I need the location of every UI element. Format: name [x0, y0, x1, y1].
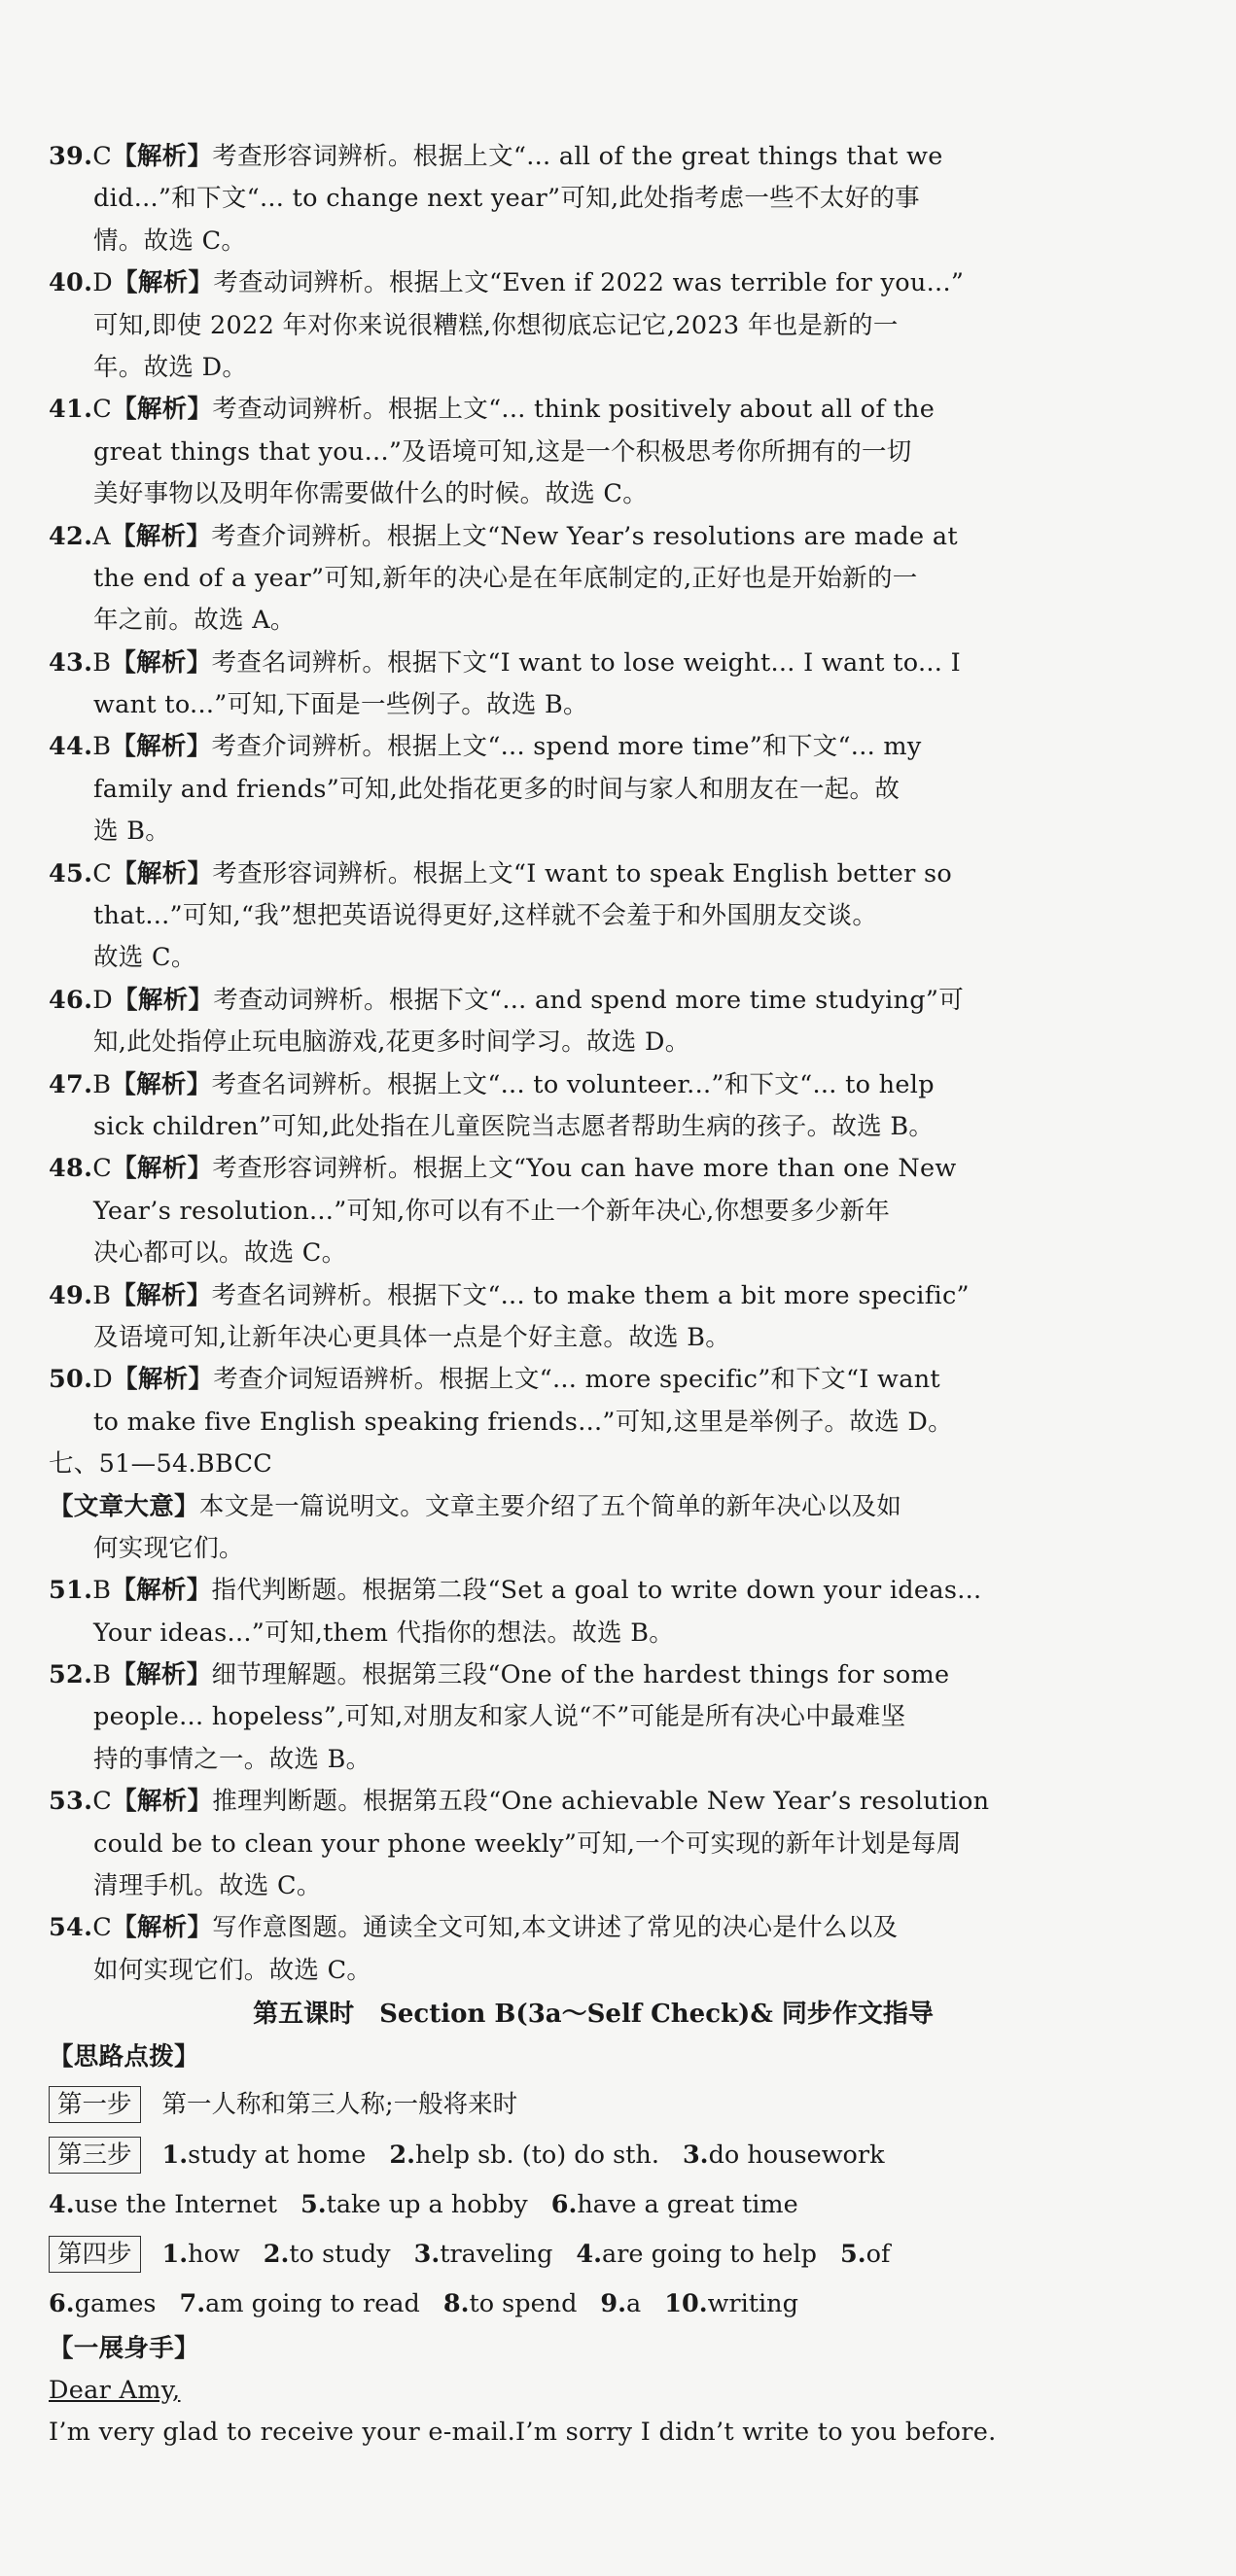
line-text: 推理判断题。根据第五段“One achievable New Year’s resolution — [212, 1787, 990, 1817]
line-text: 如何实现它们。故选 C。 — [93, 1955, 372, 1985]
question-number: 51. — [49, 1576, 93, 1606]
item-text: do housework — [708, 2140, 885, 2170]
text-line — [49, 347, 1138, 389]
step-item — [664, 2289, 798, 2318]
step-item — [49, 2289, 157, 2318]
line-text: 细节理解题。根据第三段“One of the hardest things for some — [211, 1660, 950, 1690]
item-number: 4. — [49, 2189, 75, 2219]
item-number: 9. — [600, 2288, 627, 2318]
item-text: study at home — [188, 2140, 367, 2170]
analysis-tag: 【文章大意】 — [49, 1491, 199, 1521]
line-text: 决心都可以。故选 C。 — [93, 1238, 347, 1269]
line-text: great things that you...”及语境可知,这是一个积极思考你所拥有的一切 — [93, 436, 912, 467]
analysis-tag: 【解析】 — [111, 1660, 212, 1690]
item-number: 1. — [161, 2239, 189, 2269]
step-item — [576, 2240, 817, 2269]
line-text: 写作意图题。通读全文可知,本文讲述了常见的决心是什么以及 — [212, 1913, 899, 1943]
step-item — [162, 2240, 240, 2269]
item-text: writing — [707, 2288, 798, 2318]
step-item — [49, 2190, 277, 2219]
item-text: are going to help — [602, 2239, 818, 2269]
line-text: 及语境可知,让新年决心更具体一点是个好主意。故选 B。 — [93, 1322, 731, 1352]
item-number: 6. — [49, 2288, 75, 2318]
answer-letter: B — [92, 1280, 112, 1310]
analysis-tag: 【解析】 — [112, 1913, 213, 1943]
line-text: to make five English speaking friends...”可知,这里是举例子。故选 D。 — [93, 1407, 953, 1437]
answer-letter: D — [92, 1365, 114, 1395]
answer-letter: B — [92, 1660, 112, 1690]
analysis-tag: 【解析】 — [112, 142, 213, 171]
line-text: 考查形容词辨析。根据上文“You can have more than one New — [212, 1154, 957, 1184]
line-text: 考查介词辨析。根据上文“New Year’s resolutions are made at — [211, 521, 958, 551]
section-heading: 第五课时 Section B(3a～Self Check)& 同步作文指导 — [253, 2000, 934, 2030]
text-line — [49, 937, 1138, 979]
subheading-thinking: 【思路点拨】 — [49, 2042, 199, 2072]
step-item — [683, 2141, 885, 2170]
item-number: 3. — [413, 2239, 441, 2269]
text-line — [49, 389, 1138, 431]
text-line — [49, 853, 1138, 895]
text-line — [49, 1613, 1138, 1654]
text-line — [49, 1106, 1138, 1148]
answer-letter: C — [92, 1787, 113, 1817]
question-number: 49. — [49, 1280, 93, 1310]
question-number: 48. — [49, 1154, 93, 1184]
item-number: 6. — [550, 2189, 578, 2219]
text-line — [49, 1444, 1138, 1485]
line-text: 考查介词辨析。根据上文“... spend more time”和下文“... my — [211, 732, 922, 762]
item-number: 1. — [161, 2140, 189, 2170]
text-line — [49, 178, 1138, 220]
step-item — [162, 2141, 367, 2170]
text-line — [49, 136, 1138, 178]
text-line — [49, 1064, 1138, 1106]
answer-letter: C — [92, 858, 113, 888]
analysis-tag: 【解析】 — [113, 985, 214, 1015]
item-number: 3. — [682, 2140, 709, 2170]
text-line — [49, 769, 1138, 811]
item-number: 10. — [664, 2288, 708, 2318]
item-number: 5. — [840, 2239, 866, 2269]
answer-letter: C — [92, 1154, 113, 1184]
line-text: 考查动词辨析。根据下文“... and spend more time studying”可 — [213, 985, 965, 1015]
line-text: 持的事情之一。故选 B。 — [93, 1744, 371, 1774]
step-item — [300, 2190, 528, 2219]
text-line — [49, 516, 1138, 558]
text-line — [49, 1865, 1138, 1907]
item-text: have a great time — [577, 2189, 798, 2219]
step-item — [551, 2190, 798, 2219]
answer-letter: B — [92, 1069, 112, 1099]
step-item — [600, 2289, 641, 2318]
item-text: a — [626, 2288, 642, 2318]
analysis-tag: 【解析】 — [113, 1365, 214, 1395]
answer-letter: B — [92, 647, 112, 678]
analysis-tag: 【解析】 — [110, 521, 212, 551]
text-line — [49, 895, 1138, 937]
subheading-practice: 【一展身手】 — [49, 2333, 199, 2363]
line-text: that...”可知,“我”想把英语说得更好,这样就不会羞于和外国朋友交谈。 — [93, 901, 878, 931]
step-item — [180, 2289, 420, 2318]
step-four-row — [49, 2229, 1138, 2280]
answer-letter: B — [92, 732, 112, 762]
question-number: 50. — [49, 1365, 93, 1395]
question-number: 53. — [49, 1787, 93, 1817]
step-item — [840, 2240, 890, 2269]
text-line — [49, 305, 1138, 347]
analysis-tag: 【解析】 — [111, 1576, 212, 1606]
item-number: 4. — [576, 2239, 603, 2269]
text-line — [49, 1275, 1138, 1317]
analysis-tag: 【解析】 — [111, 732, 212, 762]
step-label: 第四步 — [49, 2236, 141, 2273]
text-line — [49, 1824, 1138, 1865]
answer-letter: A — [92, 521, 111, 551]
step-label: 第一步 — [49, 2086, 141, 2123]
question-number: 52. — [49, 1660, 93, 1690]
letter-salutation: Dear Amy, — [49, 2375, 181, 2405]
step-label: 第三步 — [49, 2137, 141, 2174]
item-number: 2. — [389, 2140, 415, 2170]
line-text: 考查名词辨析。根据上文“... to volunteer...”和下文“... to help — [211, 1069, 935, 1099]
step-item — [414, 2240, 553, 2269]
analysis-tag: 【解析】 — [112, 1787, 213, 1817]
text-line — [49, 558, 1138, 600]
analysis-tag: 【解析】 — [111, 1280, 212, 1310]
item-number: 8. — [442, 2288, 470, 2318]
answer-letter: B — [92, 1576, 112, 1606]
item-text: use the Internet — [74, 2189, 277, 2219]
text-line — [49, 1528, 1138, 1570]
line-text: people... hopeless”,可知,对朋友和家人说“不”可能是所有决心中最难坚 — [93, 1702, 906, 1732]
line-text: could be to clean your phone weekly”可知,一个可实现的新年计划是每周 — [93, 1828, 962, 1859]
line-text: 本文是一篇说明文。文章主要介绍了五个简单的新年决心以及如 — [198, 1491, 902, 1521]
item-number: 2. — [263, 2239, 290, 2269]
answer-letter: C — [92, 142, 113, 171]
question-number: 40. — [49, 268, 93, 298]
text-line — [49, 1233, 1138, 1274]
analysis-tag: 【解析】 — [112, 858, 213, 888]
line-text: 年之前。故选 A。 — [93, 606, 296, 636]
line-text: Your ideas...”可知,them 代指你的想法。故选 B。 — [93, 1618, 675, 1648]
step-item — [389, 2141, 659, 2170]
question-number: 42. — [49, 521, 93, 551]
line-text: 考查动词辨析。根据上文“Even if 2022 was terrible for you...” — [213, 268, 965, 298]
line-text: 考查名词辨析。根据下文“I want to lose weight... I want to... I — [211, 647, 961, 678]
line-text: 考查动词辨析。根据上文“... think positively about all of the — [212, 395, 936, 425]
text-line — [49, 1022, 1138, 1063]
step-three-continued — [49, 2180, 1138, 2229]
question-number: 39. — [49, 142, 93, 171]
text-line — [49, 643, 1138, 684]
question-number: 46. — [49, 985, 93, 1015]
item-text: am going to read — [205, 2288, 420, 2318]
step-text: 第一人称和第三人称;一般将来时 — [161, 2089, 518, 2119]
line-text: Year’s resolution...”可知,你可以有不止一个新年决心,你想要多少新年 — [93, 1196, 891, 1226]
step-one-row — [49, 2079, 1138, 2130]
line-text: 知,此处指停止玩电脑游戏,花更多时间学习。故选 D。 — [93, 1027, 690, 1058]
answer-letter: C — [92, 395, 113, 425]
question-number: 54. — [49, 1913, 93, 1943]
item-text: of — [865, 2239, 891, 2269]
line-text: 故选 C。 — [93, 943, 196, 973]
item-text: help sb. (to) do sth. — [414, 2140, 659, 2170]
line-text: family and friends”可知,此处指花更多的时间与家人和朋友在一起。故 — [93, 774, 901, 804]
text-line — [49, 1654, 1138, 1696]
question-number: 41. — [49, 395, 93, 425]
line-text: 考查形容词辨析。根据上文“I want to speak English better so — [212, 858, 953, 888]
answer-letter: D — [92, 268, 114, 298]
text-line — [49, 811, 1138, 853]
letter-first-line: I’m very glad to receive your e-mail.I’m sorry I didn’t write to you before. — [49, 2418, 997, 2448]
answer-column — [49, 136, 1138, 2454]
line-text: 选 B。 — [93, 817, 171, 847]
line-text: 考查形容词辨析。根据上文“... all of the great things that we — [212, 142, 943, 171]
line-text: sick children”可知,此处指在儿童医院当志愿者帮助生病的孩子。故选 B。 — [93, 1111, 935, 1141]
step-item — [443, 2289, 578, 2318]
line-text: 清理手机。故选 C。 — [93, 1871, 322, 1901]
step-item — [264, 2240, 391, 2269]
line-text: 可知,即使 2022 年对你来说很糟糕,你想彻底忘记它,2023 年也是新的一 — [93, 310, 899, 340]
text-line — [49, 1781, 1138, 1823]
text-line — [49, 473, 1138, 515]
step-four-continued — [49, 2280, 1138, 2328]
analysis-tag: 【解析】 — [112, 395, 213, 425]
text-line — [49, 1486, 1138, 1528]
line-text: 情。故选 C。 — [93, 226, 247, 256]
question-number: 47. — [49, 1069, 93, 1099]
item-text: games — [74, 2288, 157, 2318]
question-number: 44. — [49, 732, 93, 762]
text-line — [49, 1739, 1138, 1781]
line-text: the end of a year”可知,新年的决心是在年底制定的,正好也是开始新的一 — [93, 563, 918, 593]
line-text: 指代判断题。根据第二段“Set a goal to write down your ideas... — [211, 1576, 982, 1606]
item-text: take up a hobby — [326, 2189, 528, 2219]
text-line — [49, 1317, 1138, 1359]
text-line — [49, 1950, 1138, 1992]
text-line — [49, 262, 1138, 304]
question-number: 45. — [49, 858, 93, 888]
text-line — [49, 1907, 1138, 1949]
answer-letter: D — [92, 985, 114, 1015]
text-line — [49, 980, 1138, 1022]
item-text: to spend — [469, 2288, 578, 2318]
text-line — [49, 1570, 1138, 1612]
item-text: traveling — [440, 2239, 553, 2269]
line-text: 七、51—54.BBCC — [49, 1449, 273, 1479]
text-line — [49, 1696, 1138, 1738]
text-line — [49, 684, 1138, 726]
item-text: how — [188, 2239, 240, 2269]
answer-letter: C — [92, 1913, 113, 1943]
item-number: 7. — [179, 2288, 206, 2318]
item-number: 5. — [300, 2189, 327, 2219]
text-line — [49, 726, 1138, 768]
question-number: 43. — [49, 647, 93, 678]
text-line — [49, 1359, 1138, 1401]
text-line — [49, 1402, 1138, 1444]
analysis-tag: 【解析】 — [112, 1154, 213, 1184]
line-text: 年。故选 D。 — [93, 352, 248, 382]
line-text: 考查介词短语辨析。根据上文“... more specific”和下文“I want — [213, 1365, 940, 1395]
text-line — [49, 600, 1138, 642]
line-text: 美好事物以及明年你需要做什么的时候。故选 C。 — [93, 479, 649, 509]
item-text: to study — [289, 2239, 391, 2269]
line-text: 考查名词辨析。根据下文“... to make them a bit more specific” — [211, 1280, 970, 1310]
line-text: want to...”可知,下面是一些例子。故选 B。 — [93, 690, 588, 720]
analysis-tag: 【解析】 — [111, 1069, 212, 1099]
step-three-row — [49, 2130, 1138, 2180]
analysis-tag: 【解析】 — [113, 268, 214, 298]
text-line — [49, 221, 1138, 262]
line-text: 何实现它们。 — [93, 1533, 244, 1563]
text-line — [49, 1148, 1138, 1190]
line-text: did...”和下文“... to change next year”可知,此处指考虑一些不太好的事 — [93, 184, 920, 214]
text-line — [49, 432, 1138, 473]
analysis-tag: 【解析】 — [111, 647, 212, 678]
text-line — [49, 1191, 1138, 1233]
